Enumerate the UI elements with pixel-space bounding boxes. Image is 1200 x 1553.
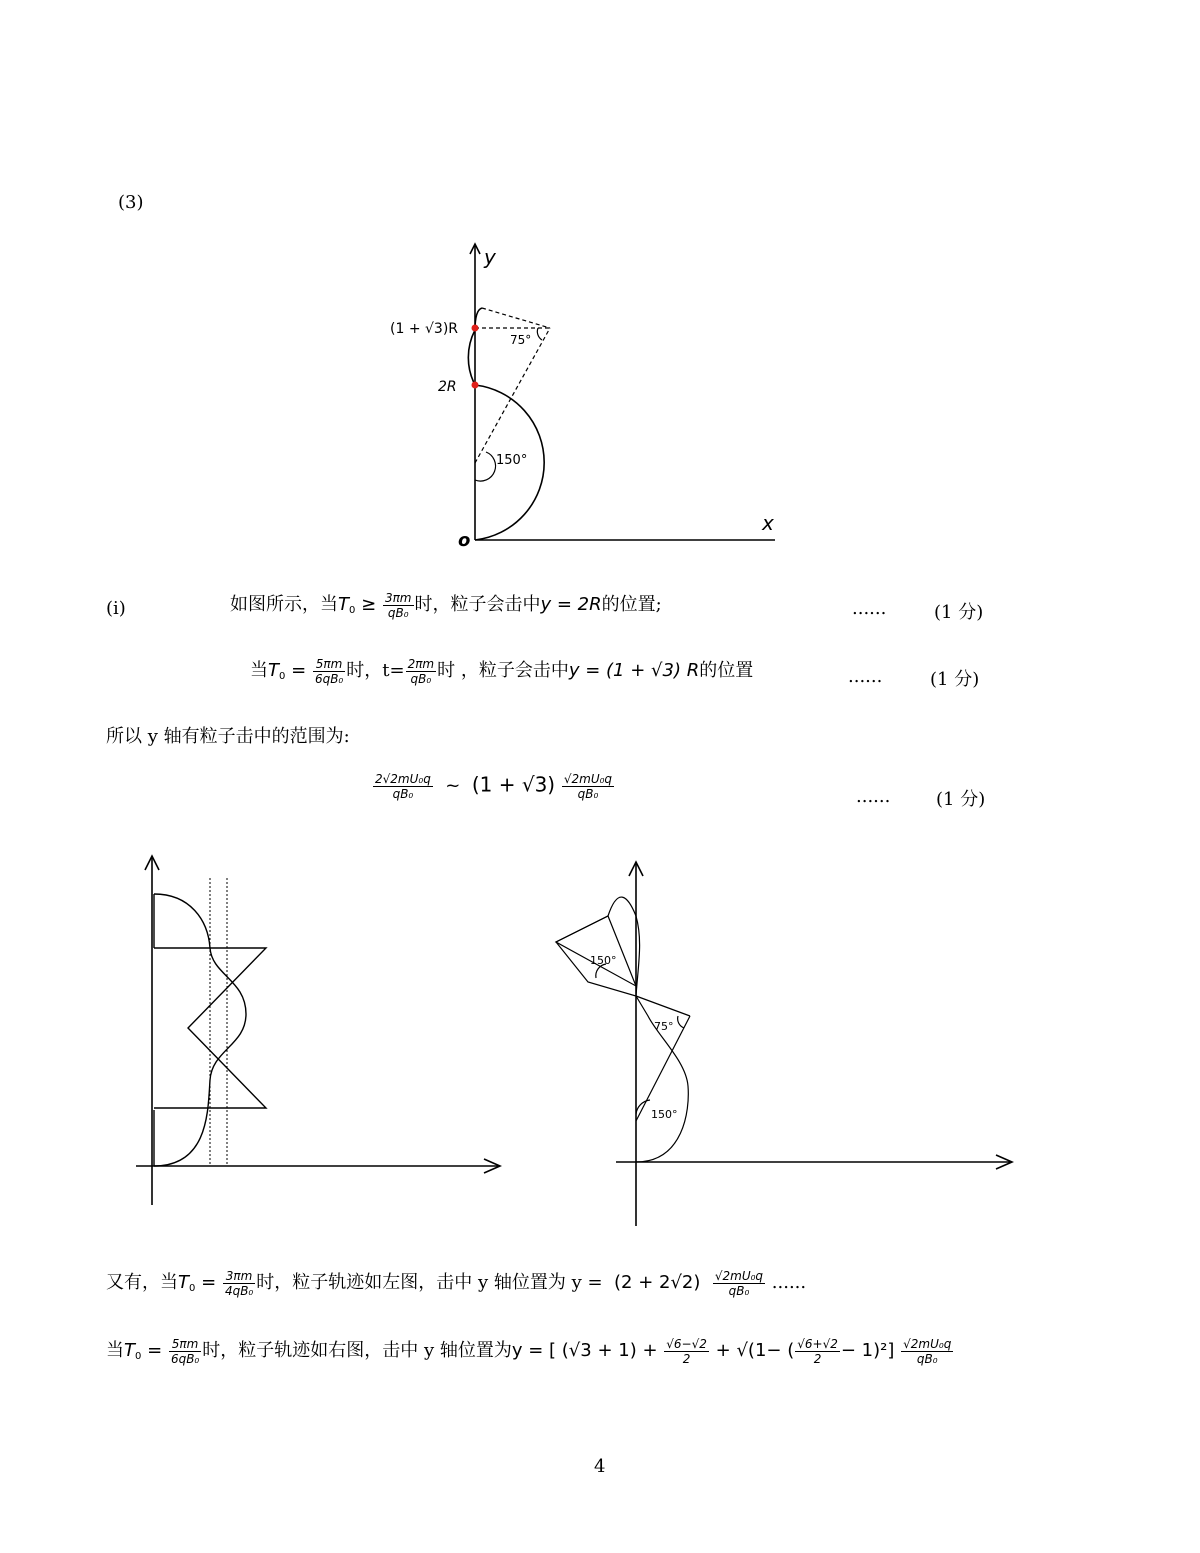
line5-middle: 时，粒子轨迹如左图，击中 y 轴位置为 y = [256, 1272, 603, 1293]
right-angle-150-top-label: 150° [590, 954, 617, 967]
line6-t: T [124, 1340, 135, 1361]
right-angle-150-bottom-label: 150° [651, 1108, 678, 1121]
line6-fraction-3 [795, 1337, 840, 1366]
origin-label: o [458, 530, 471, 551]
y-axis-label: y [484, 245, 496, 269]
x-axis-label: x [762, 511, 774, 535]
line1-score: (1 分) [934, 602, 984, 623]
line4-frac1-num: 2√2mU₀q [375, 772, 431, 786]
line5-frac2-den: qB₀ [728, 1283, 750, 1298]
right-middle-bar [636, 996, 690, 1016]
hit-point-2r [472, 382, 479, 389]
line-6 [106, 1336, 954, 1366]
line-1 [230, 590, 662, 620]
angle-75-label: 75° [510, 333, 532, 347]
figure-right-trajectory [548, 856, 1018, 1228]
label-top-position: (1 + √3)R [390, 321, 459, 337]
line6-sqrt-end: − 1)²] [840, 1340, 895, 1361]
line5-prefix: 又有，当 [106, 1272, 178, 1293]
line4-dots: ...... [856, 786, 891, 807]
line4-frac1-den: qB₀ [392, 787, 414, 801]
line4-fraction-2 [562, 772, 614, 801]
line6-fraction [169, 1337, 201, 1366]
line2-dots: ...... [848, 666, 883, 687]
line5-frac-num: 3πm [223, 1269, 255, 1284]
line2-t: T [268, 660, 279, 681]
right-angle-75-arc [678, 1016, 684, 1028]
line2-eq: y = (1 + √3) R [568, 660, 700, 681]
line2-frac2-den: qB₀ [410, 671, 432, 686]
line6-eq-start: y = [ (√3 + 1) + [511, 1340, 658, 1361]
line6-middle: 时，粒子轨迹如右图，击中 y 轴位置为 [202, 1340, 512, 1361]
line5-fraction-2 [713, 1269, 765, 1298]
line1-suffix: 的位置; [601, 594, 662, 615]
line6-rel: = [147, 1340, 163, 1361]
line6-frac2-num: √6−√2 [666, 1336, 707, 1351]
line2-frac1-num: 5πm [313, 657, 345, 672]
line1-prefix: 如图所示，当 [230, 594, 338, 615]
line6-frac4-den: qB₀ [916, 1351, 938, 1366]
line6-frac3-den: 2 [813, 1351, 822, 1366]
right-upper-arc [608, 897, 640, 996]
line6-frac-den: 6qB₀ [170, 1351, 200, 1366]
line5-value: (2 + 2√2) [614, 1272, 701, 1293]
line1-frac-num: 3πm [384, 590, 412, 605]
line6-fraction-4 [901, 1337, 953, 1366]
right-angle-75-label: 75° [654, 1020, 674, 1033]
line6-fraction-2 [664, 1337, 709, 1366]
page-number: 4 [594, 1456, 606, 1477]
figure-left-trajectory [128, 850, 508, 1210]
line2-suffix: 的位置 [699, 660, 754, 681]
line6-frac2-den: 2 [682, 1351, 691, 1366]
line4-factor: (1 + √3) [471, 772, 556, 797]
line6-frac3-num: √6+√2 [797, 1336, 838, 1351]
line4-frac2-den: qB₀ [577, 787, 599, 801]
line2-rel: = [291, 660, 307, 681]
line1-t: T [338, 594, 349, 615]
radius-dashed-1 [475, 328, 550, 463]
part-label: (3) [118, 192, 144, 213]
hit-point-top [472, 325, 479, 332]
line5-t: T [178, 1272, 189, 1293]
line5-dots: ...... [771, 1272, 807, 1293]
line-5 [106, 1268, 806, 1298]
line6-plus: + [715, 1340, 731, 1361]
left-curve [154, 894, 246, 1166]
figure-trajectory-main [380, 240, 800, 560]
line6-frac-num: 5πm [169, 1337, 201, 1352]
radius-dashed-2 [482, 308, 550, 328]
line4-fraction-1 [373, 772, 433, 801]
line-4 [372, 772, 615, 801]
line1-middle: 时，粒子会击中 [414, 594, 541, 615]
line1-frac-den: qB₀ [387, 605, 409, 620]
line6-sqrt-part: √(1− ( [736, 1340, 795, 1361]
line5-t-sub: 0 [189, 1283, 196, 1294]
line-3: 所以 y 轴有粒子击中的范围为: [106, 726, 350, 747]
line5-rel: = [201, 1272, 217, 1293]
line2-prefix: 当 [250, 660, 268, 681]
line1-t-sub: 0 [349, 605, 356, 616]
line1-eq: y = 2R [540, 594, 602, 615]
line4-score: (1 分) [936, 789, 986, 810]
line4-tilde: ~ [445, 775, 461, 797]
line1-dots: ...... [852, 598, 887, 619]
line5-frac2-num: √2mU₀q [714, 1268, 764, 1283]
line2-fraction-2 [406, 657, 437, 686]
line6-frac4-num: √2mU₀q [903, 1336, 952, 1351]
line2-mid2: 时 ，粒子会击中 [437, 660, 569, 681]
angle-75-arc [537, 328, 542, 340]
line2-frac1-den: 6qB₀ [314, 671, 344, 686]
angle-150-label: 150° [496, 453, 528, 468]
trajectory-upper-arc [468, 330, 475, 385]
line1-fraction [383, 591, 414, 620]
line5-fraction [223, 1269, 255, 1298]
line6-prefix: 当 [106, 1340, 124, 1361]
line1-rel: ≥ [361, 594, 377, 615]
line2-mid1: 时，t= [346, 660, 405, 681]
label-2r: 2R [438, 379, 457, 395]
line2-t-sub: 0 [279, 671, 286, 682]
line6-t-sub: 0 [135, 1351, 142, 1362]
roman-label: (i) [106, 598, 126, 619]
line-2 [250, 656, 753, 686]
line4-frac2-num: √2mU₀q [563, 772, 613, 786]
line2-frac2-num: 2πm [407, 656, 435, 671]
line2-score: (1 分) [930, 669, 980, 690]
line2-fraction-1 [313, 657, 345, 686]
line5-frac-den: 4qB₀ [224, 1283, 254, 1298]
